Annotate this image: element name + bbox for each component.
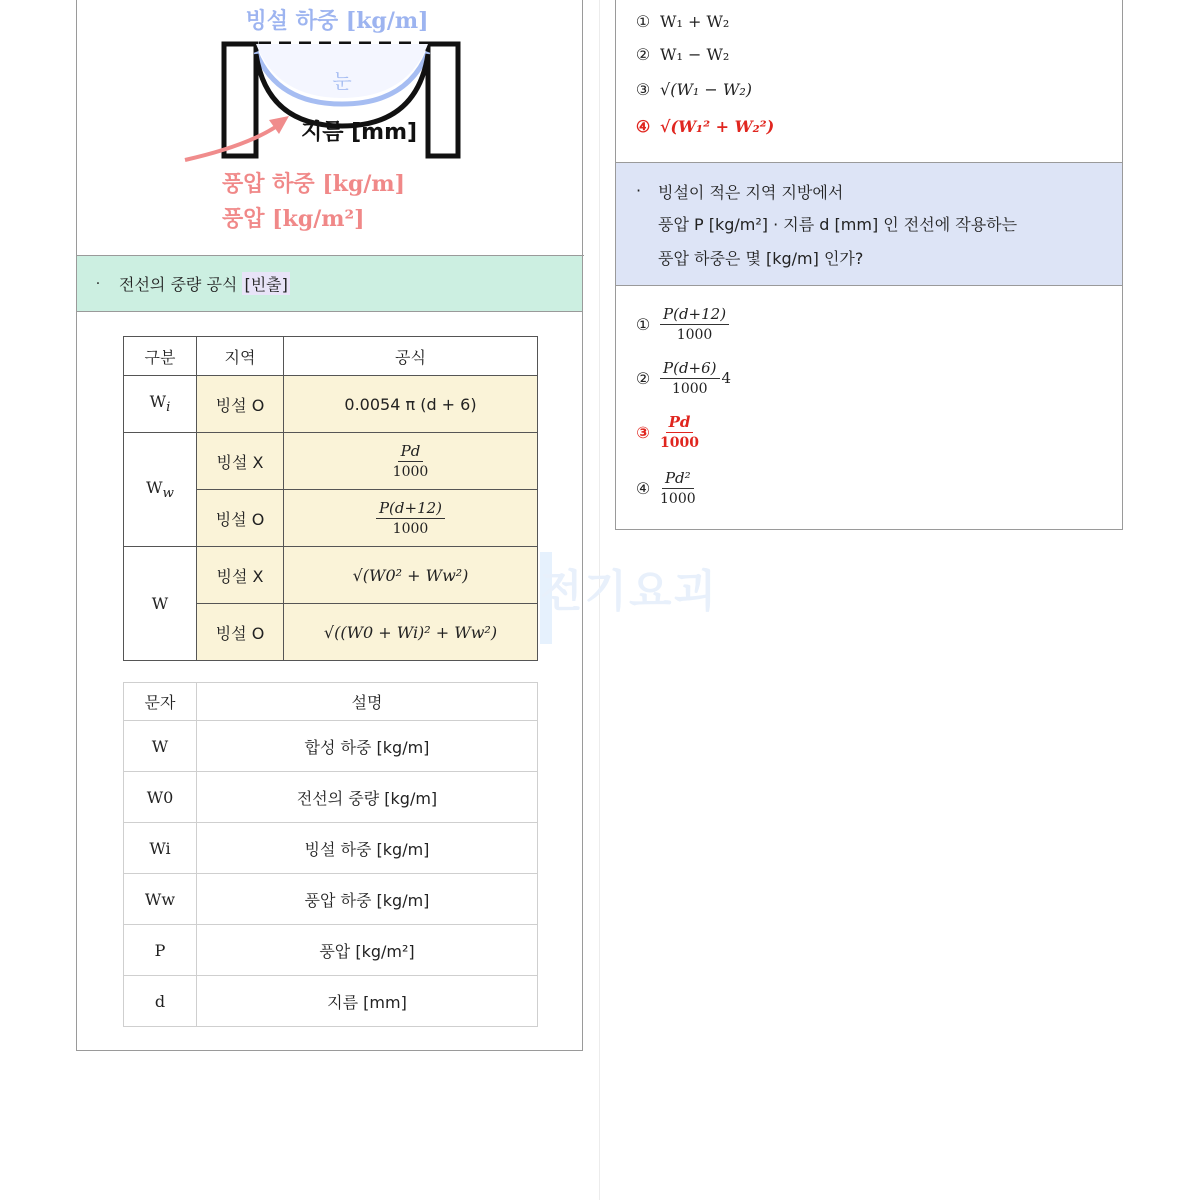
section-title: 전선의 중량 공식: [119, 275, 238, 294]
table-row: [124, 433, 538, 490]
watermark: 전기요괴: [540, 566, 719, 617]
symbol-wi: $W_i$: [124, 376, 197, 433]
col-header: 공식: [284, 337, 538, 376]
snow-label: 눈: [332, 69, 352, 93]
question-line-3: 풍압 하중은 몇 [kg/m] 인가?: [658, 249, 864, 268]
symbol-cell: W0: [124, 772, 197, 823]
frequent-tag: [빈출]: [242, 272, 289, 295]
fraction: $\frac{P(d+12)}{1000}$: [660, 305, 729, 343]
region-cell: 빙설 O: [197, 490, 284, 547]
table-row: [124, 376, 538, 433]
table-row: [124, 721, 538, 772]
formula-table: [123, 336, 538, 661]
col-header: 문자: [124, 683, 197, 721]
table-row: [124, 547, 538, 604]
fraction: $\frac{\text{Pd²}}{1000}$: [660, 469, 696, 507]
region-cell: 빙설 X: [197, 547, 284, 604]
symbol-cell: d: [124, 976, 197, 1027]
col-header: 지역: [197, 337, 284, 376]
fraction: $\frac{P(d+6)}{1000}$: [660, 359, 720, 397]
question-line-2: 풍압 P [kg/m²] · 지름 d [mm] 인 전선에 작용하는: [658, 215, 1018, 234]
q1-option-1[interactable]: ① W₁ + W₂: [635, 12, 730, 31]
diameter-label: 지름 [mm]: [300, 120, 418, 145]
question-line-1: 빙설이 적은 지역 지방에서: [658, 183, 844, 202]
q2-option-2[interactable]: ② $\frac{P(d+6)}{1000}$ 4: [635, 359, 732, 397]
desc-cell: 풍압 하중 [kg/m]: [197, 874, 538, 925]
right-post: [428, 44, 458, 156]
q1-option-4-correct[interactable]: ④ √(W₁² + W₂²): [635, 117, 775, 136]
formula-cell: 0.0054 π (d + 6): [284, 376, 538, 433]
bullet: ·: [636, 181, 642, 200]
question2-box: [615, 162, 1123, 286]
symbol-w: W: [124, 547, 197, 661]
ice-load-label: 빙설 하중 [kg/m]: [245, 8, 429, 34]
region-cell: 빙설 O: [197, 376, 284, 433]
bullet: ·: [95, 275, 101, 292]
formula-cell: √(W0² + Ww²): [284, 547, 538, 604]
fraction: $\frac{Pd}{1000}$: [660, 413, 699, 451]
col-header: 설명: [197, 683, 538, 721]
symbol-table: [123, 682, 538, 1027]
symbol-ww: $W_w$: [124, 433, 197, 547]
desc-cell: 합성 하중 [kg/m]: [197, 721, 538, 772]
fraction: $\frac{Pd}{1000}$: [392, 442, 429, 480]
region-cell: 빙설 X: [197, 433, 284, 490]
table-row: [124, 772, 538, 823]
symbol-cell: W: [124, 721, 197, 772]
formula-cell: [284, 490, 538, 547]
table-header-row: [124, 337, 538, 376]
formula-cell: √((W0 + Wi)² + Ww²): [284, 604, 538, 661]
formula-cell: [284, 433, 538, 490]
table-row: [124, 874, 538, 925]
table-header-row: [124, 683, 538, 721]
fraction: $\frac{P(d+12)}{1000}$: [376, 499, 445, 537]
q2-option-4[interactable]: ④ $\frac{\text{Pd²}}{1000}$: [635, 469, 696, 507]
load-diagram: [77, 0, 584, 256]
section-header: [77, 256, 582, 312]
q1-option-3[interactable]: ③ √(W₁ − W₂): [635, 80, 752, 99]
question2-options: [615, 285, 1123, 530]
desc-cell: 전선의 중량 [kg/m]: [197, 772, 538, 823]
question1-options: [615, 0, 1123, 163]
table-row: [124, 823, 538, 874]
region-cell: 빙설 O: [197, 604, 284, 661]
q1-option-2[interactable]: ② W₁ − W₂: [635, 45, 730, 64]
left-card: [76, 0, 583, 1051]
symbol-cell: Wi: [124, 823, 197, 874]
desc-cell: 빙설 하중 [kg/m]: [197, 823, 538, 874]
col-header: 구분: [124, 337, 197, 376]
desc-cell: 지름 [mm]: [197, 976, 538, 1027]
wind-load-label: 풍압 하중 [kg/m]: [222, 171, 406, 197]
table-row: [124, 976, 538, 1027]
table-row: [124, 925, 538, 976]
q2-option-3-correct[interactable]: ③ $\frac{Pd}{1000}$: [636, 413, 699, 451]
symbol-cell: P: [124, 925, 197, 976]
wind-pressure-label: 풍압 [kg/m²]: [222, 206, 365, 232]
symbol-cell: Ww: [124, 874, 197, 925]
desc-cell: 풍압 [kg/m²]: [197, 925, 538, 976]
q2-option-1[interactable]: ① $\frac{P(d+12)}{1000}$: [634, 305, 729, 343]
